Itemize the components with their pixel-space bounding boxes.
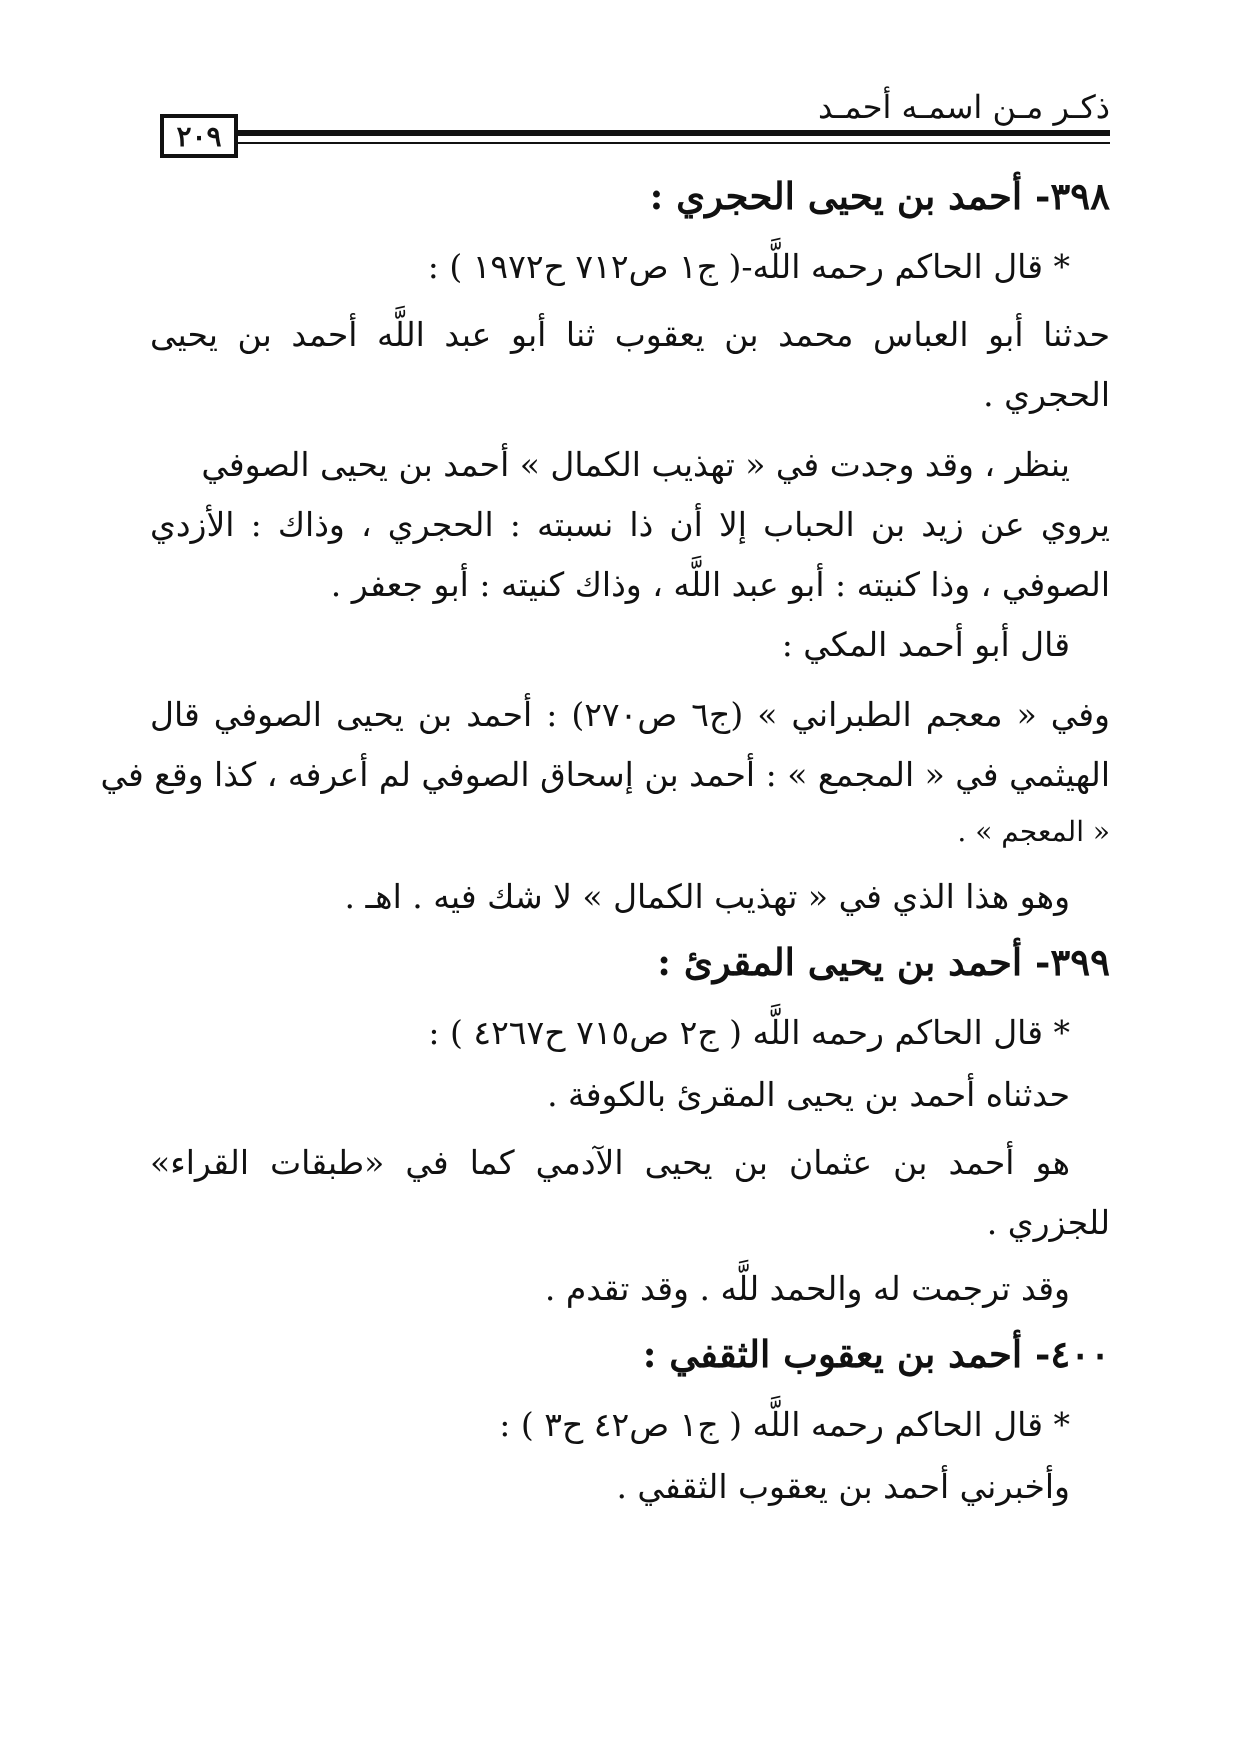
text-line: قال أبو أحمد المكي : <box>781 625 1070 664</box>
header-rule-thin <box>238 142 1110 144</box>
entry-heading-399: ٣٩٩- أحمد بن يحيى المقرئ : <box>657 940 1110 984</box>
text-line: وهو هذا الذي في « تهذيب الكمال » لا شك فيه . اهـ . <box>344 877 1070 916</box>
citation-line: * قال الحاكم رحمه اللَّه ( ج١ ص٤٢ ح٣ ) : <box>499 1405 1070 1444</box>
text-line: وأخبرني أحمد بن يعقوب الثقفي . <box>616 1467 1070 1506</box>
entry-heading-398: ٣٩٨- أحمد بن يحيى الحجري : <box>649 174 1110 218</box>
text-line: ينظر ، وقد وجدت في « تهذيب الكمال » أحمد بن يحيى الصوفي <box>201 445 1070 484</box>
entry-heading-400: ٤٠٠- أحمد بن يعقوب الثقفي : <box>642 1332 1110 1376</box>
page-number: ٢٠٩ <box>160 114 238 158</box>
text-line: حدثنا أبو العباس محمد بن يعقوب ثنا أبو عبد اللَّه أحمد بن يحيى <box>150 315 1110 354</box>
text-line: الصوفي ، وذا كنيته : أبو عبد اللَّه ، وذاك كنيته : أبو جعفر . <box>330 565 1110 604</box>
citation-line: * قال الحاكم رحمه اللَّه ( ج٢ ص٧١٥ ح٤٢٦٧ ) : <box>428 1013 1070 1052</box>
running-title: ذكـر مـن اسمـه أحمـد <box>818 88 1110 126</box>
text-line: يروي عن زيد بن الحباب إلا أن ذا نسبته : الحجري ، وذاك : الأزدي <box>150 505 1110 544</box>
text-line: « المعجم » . <box>957 815 1110 848</box>
text-line: الهيثمي في « المجمع » : أحمد بن إسحاق الصوفي لم أعرفه ، كذا وقع في <box>100 755 1110 794</box>
text-line: وفي « معجم الطبراني » (ج٦ ص٢٧٠) : أحمد بن يحيى الصوفي قال <box>150 695 1110 734</box>
text-line: حدثناه أحمد بن يحيى المقرئ بالكوفة . <box>547 1075 1070 1114</box>
header-rule <box>238 130 1110 136</box>
text-line: الحجري . <box>983 375 1110 414</box>
text-line: للجزري . <box>986 1203 1110 1242</box>
text-line: هو أحمد بن عثمان بن يحيى الآدمي كما في «طبقات القراء» <box>150 1143 1070 1182</box>
citation-line: * قال الحاكم رحمه اللَّه-( ج١ ص٧١٢ ح١٩٧٢ ) : <box>427 247 1070 286</box>
text-line: وقد ترجمت له والحمد للَّه . وقد تقدم . <box>544 1269 1070 1308</box>
